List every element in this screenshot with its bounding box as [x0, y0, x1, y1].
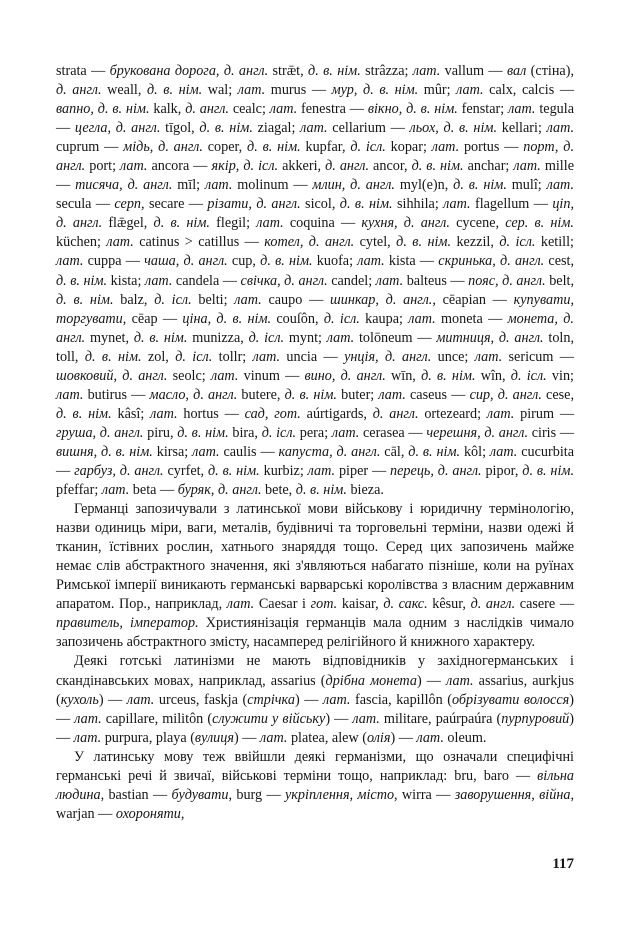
paragraph-terminology: Германці запозичували з латинської мови військову і юридичну термінологію, назви одиниць міри, ваги, металів, будівничі та торговельні терміни, назви одежі й тканин, їстівних рослин, хатнього знаряддя тощо. Серед цих запозичень майже немає слів абстрактного значення, які з'являються набагато пізніше, коли на руїнах Римської імперії виникають германські варварські королівства з власним державним апаратом. Пор., наприклад, лат. Caesar і гот. kaisar, д. сакс. kêsur, д. англ. casere — правитель, імператор. Християнізація германців мала одним з наслідків чимало запозичень абстрактного змісту, насамперед релігійного й книжного характеру. — [56, 501, 575, 651]
page-number: 117 — [552, 856, 574, 872]
paragraph-germanisms-in-latin: У латинську мову теж ввійшли деякі германізми, що означали специфічні германські речі й звичаї, військові терміни тощо, наприклад: bru, baro — вільна людина, bastian — будувати, burg — укріплення, місто, wirra — заворушення, війна, warjan — охороняти, — [56, 748, 575, 822]
paragraph-glossary: strata — брукована дорога, д. англ. strǣt, д. в. нім. strâzza; лат. vallum — вал (стіна), д. англ. weall, д. в. нім. wal; лат. murus — мур, д. в. нім. mûr; лат. calx, calcis — вапно, д. в. нім. kalk, д. англ. cealc; лат. fenestra — вікно, д. в. нім. fenstar; лат. tegula — цегла, д. англ. tīgol, д. в. нім. ziagal; лат. cellarium — льох, д. в. нім. kellari; лат. cuprum — мідь, д. англ. coper, д. в. нім. kupfar, д. ісл. kopar; лат. portus — порт, д. англ. port; лат. ancora — якір, д. ісл. akkeri, д. англ. ancor, д. в. нім. anchar; лат. mille — тисяча, д. англ. mīl; лат. molinum — млин, д. англ. myl(e)n, д. в. нім. mulî; лат. secula — серп, secare — різати, д. англ. sicol, д. в. нім. sihhila; лат. flagellum — ціп, д. англ. flǣgel, д. в. нім. flegil; лат. coquina — кухня, д. англ. cycene, сер. в. нім. küchen; лат. catinus > catillus — котел, д. англ. cytel, д. в. нім. kezzil, д. ісл. ketill; лат. cuppa — чаша, д. англ. cup, д. в. нім. kuofa; лат. kista — скринька, д. англ. cest, д. в. нім. kista; лат. candela — свічка, д. англ. candel; лат. balteus — пояс, д. англ. belt, д. в. нім. balz, д. ісл. belti; лат. caupo — шинкар, д. англ., cēapian — купувати, торгувати, cēap — ціна, д. в. нім. couſôn, д. ісл. kaupa; лат. moneta — монета, д. англ. mynet, д. в. нім. munizza, д. ісл. mynt; лат. tolōneum — митниця, д. англ. toln, toll, д. в. нім. zol, д. ісл. tollr; лат. uncia — унція, д. англ. unce; лат. sericum — шовковий, д. англ. seolc; лат. vinum — вино, д. англ. wīn, д. в. нім. wîn, д. ісл. vin; лат. butirus — масло, д. англ. butere, д. в. нім. buter; лат. caseus — сир, д. англ. cese, д. в. нім. kâsî; лат. hortus — сад, гот. aúrtigards, д. англ. ortezeard; лат. pirum — груша, д. англ. piru, д. в. нім. bira, д. ісл. pera; лат. cerasea — черешня, д. англ. ciris — вишня, д. в. нім. kirsa; лат. caulis — капуста, д. англ. cāl, д. в. нім. kôl; лат. cucurbita — гарбуз, д. англ. cyrfet, д. в. нім. kurbiz; лат. piper — перець, д. англ. pipor, д. в. нім. pfeffar; лат. beta — буряк, д. англ. bete, д. в. нім. bieza. — [56, 63, 575, 499]
paragraph-gothic-latinisms: Деякі готські латинізми не мають відповідників у західногерманських і скандінавських мовах, наприклад, assarius (дрібна монета) — лат. assarius, aurkjus (кухоль) — лат. urceus, faskja (стрічка) — лат. fascia, kapillôn (обрізувати волосся) — лат. capillare, militôn (служити у війську) — лат. militare, paúrpaúra (пурпуровий) — лат. purpura, playa (вулиця) — лат. platea, alew (олія) — лат. oleum. — [56, 653, 575, 746]
page-text — [56, 62, 574, 824]
